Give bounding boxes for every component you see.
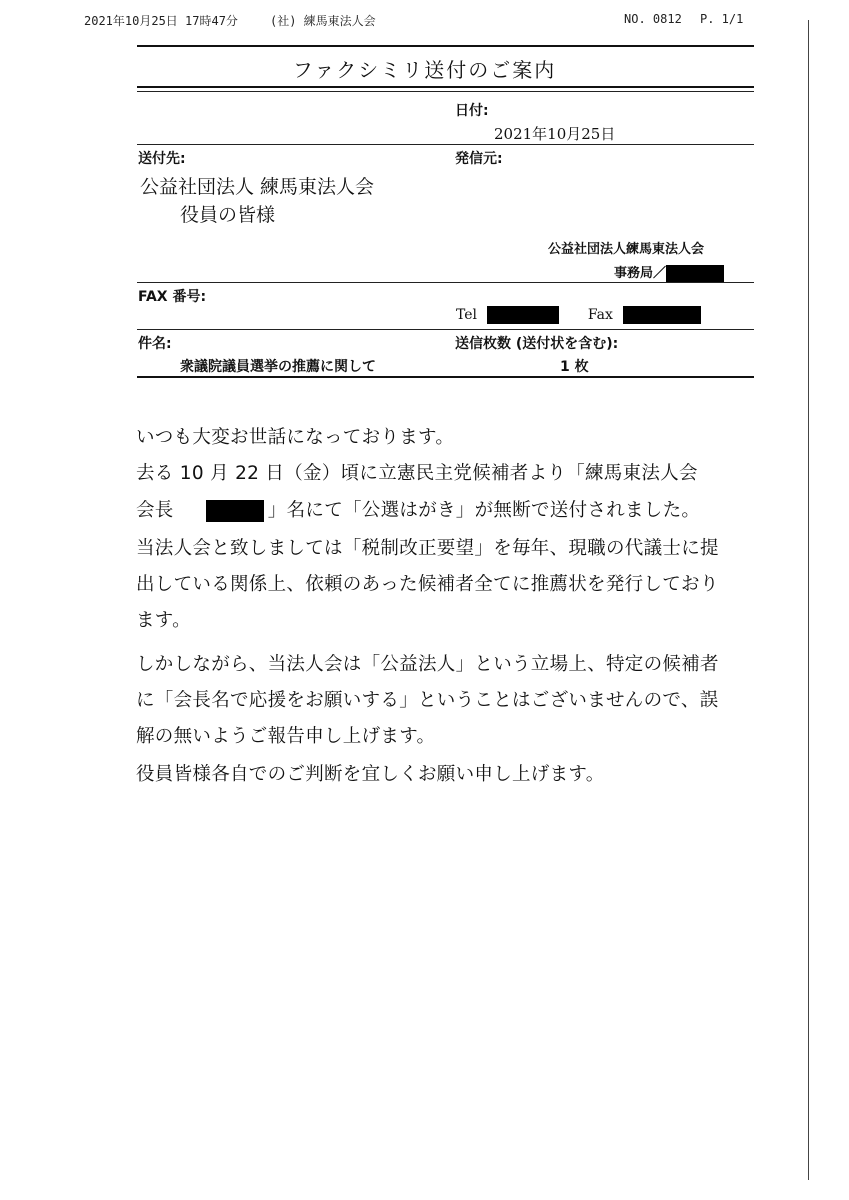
to-recipient: 役員の皆様: [180, 204, 276, 226]
body-line-7: しかしながら、当法人会は「公益法人」という立場上、特定の候補者: [136, 654, 719, 675]
body-line-3-post: 」名にて「公選はがき」が無断で送付されました。: [267, 500, 701, 521]
redacted-president-name: [206, 500, 264, 522]
body-line-8: に「会長名で応援をお願いする」ということはございませんので、誤: [136, 690, 719, 711]
body-line-6: ます。: [136, 610, 191, 631]
from-rule: [137, 282, 754, 283]
body-line-4: 当法人会と致しましては「税制改正要望」を毎年、現職の代議士に提: [136, 538, 719, 559]
date-label: 日付:: [455, 103, 489, 119]
body-line-5: 出している関係上、依頼のあった候補者全てに推薦状を発行しており: [136, 574, 719, 595]
body-line-2: 去る 10 月 22 日（金）頃に立憲民主党候補者より「練馬東法人会: [136, 463, 698, 484]
pages-sent-label: 送信枚数 (送付状を含む):: [455, 336, 619, 352]
from-department: [614, 262, 724, 282]
fax-number: NO. 0812: [624, 12, 682, 26]
to-label: 送付先:: [138, 151, 186, 167]
fax-datetime: 2021年10月25日 17時47分: [84, 14, 238, 28]
scan-edge-line: [808, 20, 809, 1180]
pages-sent-value: 1 枚: [560, 359, 589, 375]
to-organization: 公益社団法人 練馬東法人会: [140, 176, 375, 198]
from-organization: 公益社団法人練馬東法人会: [548, 242, 705, 257]
fax-number-label: FAX 番号:: [138, 289, 207, 305]
title-top-rule: [137, 45, 754, 47]
fax-rule: [137, 329, 754, 330]
from-department-label: 事務局／: [614, 266, 667, 281]
title-bottom-rule-1: [137, 86, 754, 88]
body-line-3: [136, 496, 700, 522]
tel-label: Tel: [456, 307, 478, 323]
contact-line: [456, 306, 701, 324]
date-value: 2021年10月25日: [494, 125, 616, 143]
redacted-staff-name: [666, 265, 724, 282]
from-label: 発信元:: [455, 151, 503, 167]
redacted-tel: [487, 306, 559, 324]
body-line-1: いつも大変お世話になっております。: [136, 427, 455, 448]
subject-value: 衆議院議員選挙の推薦に関して: [180, 359, 376, 375]
subject-rule: [137, 376, 754, 378]
fax-sender: (社) 練馬東法人会: [270, 14, 376, 28]
date-rule: [137, 144, 754, 145]
fax-page-count: P. 1/1: [700, 12, 744, 26]
title-bottom-rule-2: [137, 91, 754, 92]
body-line-10: 役員皆様各自でのご判断を宜しくお願い申し上げます。: [136, 764, 605, 785]
fax-label: Fax: [587, 307, 613, 323]
body-line-3-pre: 会長: [136, 500, 174, 521]
redacted-fax: [623, 306, 701, 324]
body-line-9: 解の無いようご報告申し上げます。: [136, 726, 436, 747]
document-title: ファクシミリ送付のご案内: [292, 58, 557, 82]
subject-label: 件名:: [138, 336, 172, 352]
